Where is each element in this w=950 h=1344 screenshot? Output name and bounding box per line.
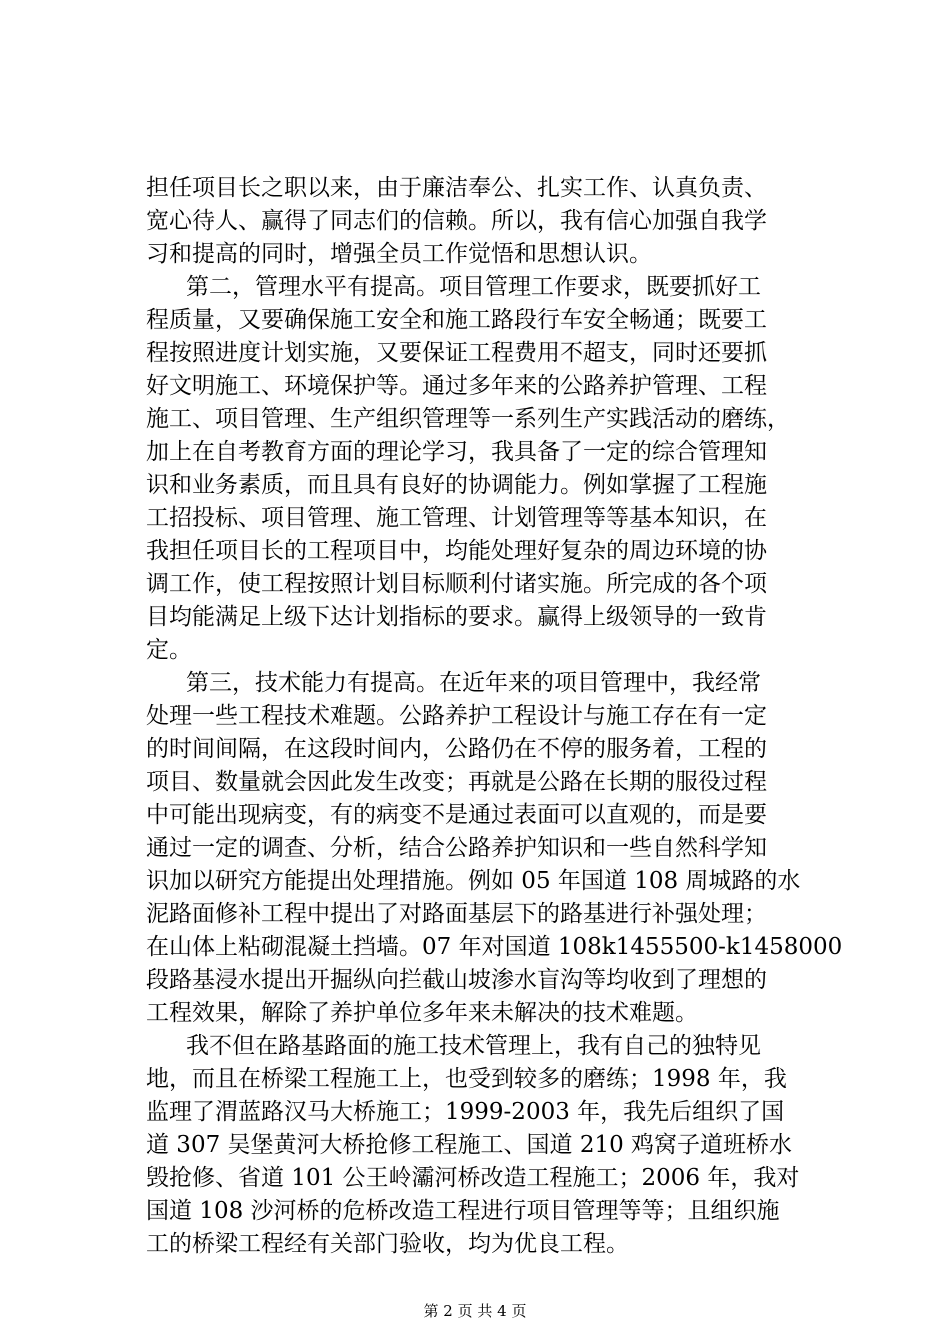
text-line: 加上在自考教育方面的理论学习，我具备了一定的综合管理知 [146,439,767,465]
text-line: 我担任项目长的工程项目中，均能处理好复杂的周边环境的协 [146,538,767,564]
paragraph-start-line: 第二，管理水平有提高。项目管理工作要求，既要抓好工 [186,274,761,300]
text-line: 通过一定的调查、分析，结合公路养护知识和一些自然科学知 [146,835,767,861]
text-line: 中可能出现病变，有的病变不是通过表面可以直观的，而是要 [146,802,767,828]
text-line: 程质量，又要确保施工安全和施工路段行车安全畅通；既要工 [146,307,767,333]
text-line: 的时间间隔，在这段时间内，公路仍在不停的服务着，工程的 [146,736,767,762]
text-line: 道 307 吴堡黄河大桥抢修工程施工、国道 210 鸡窝子道班桥水 [146,1132,793,1158]
text-line: 在山体上粘砌混凝土挡墙。07 年对国道 108k1455500-k1458000 [146,934,843,960]
text-line: 好文明施工、环境保护等。通过多年来的公路养护管理、工程 [146,373,767,399]
text-line: 定。 [146,637,192,663]
text-line: 处理一些工程技术难题。公路养护工程设计与施工存在有一定 [146,703,767,729]
text-line: 毁抢修、省道 101 公王岭灞河桥改造工程施工；2006 年，我对 [146,1165,800,1191]
text-line: 调工作，使工程按照计划目标顺利付诸实施。所完成的各个项 [146,571,767,597]
text-line: 工招投标、项目管理、施工管理、计划管理等等基本知识，在 [146,505,767,531]
text-line: 目均能满足上级下达计划指标的要求。赢得上级领导的一致肯 [146,604,767,630]
text-line: 习和提高的同时，增强全员工作觉悟和思想认识。 [146,241,652,267]
text-line: 国道 108 沙河桥的危桥改造工程进行项目管理等等；且组织施 [146,1198,780,1224]
text-line: 地，而且在桥梁工程施工上，也受到较多的磨练；1998 年，我 [146,1066,787,1092]
text-line: 担任项目长之职以来，由于廉洁奉公、扎实工作、认真负责、 [146,175,767,201]
text-line: 工的桥梁工程经有关部门验收，均为优良工程。 [146,1231,629,1257]
text-line: 识加以研究方能提出处理措施。例如 05 年国道 108 周城路的水 [146,868,801,894]
text-line: 工程效果，解除了养护单位多年来未解决的技术难题。 [146,1000,698,1026]
text-line: 识和业务素质，而且具有良好的协调能力。例如掌握了工程施 [146,472,767,498]
document-body [146,172,843,1261]
text-line: 监理了渭蓝路汉马大桥施工；1999-2003 年，我先后组织了国 [146,1099,785,1125]
text-line: 施工、项目管理、生产组织管理等一系列生产实践活动的磨练， [146,406,790,432]
paragraph-start-line: 第三，技术能力有提高。在近年来的项目管理中，我经常 [186,670,761,696]
text-line: 宽心待人、赢得了同志们的信赖。所以，我有信心加强自我学 [146,208,767,234]
text-line: 项目、数量就会因此发生改变；再就是公路在长期的服役过程 [146,769,767,795]
page-number-footer: 第 2 页 共 4 页 [423,1302,527,1320]
text-line: 程按照进度计划实施，又要保证工程费用不超支，同时还要抓 [146,340,767,366]
paragraph-start-line: 我不但在路基路面的施工技术管理上，我有自己的独特见 [186,1033,761,1059]
text-line: 段路基浸水提出开掘纵向拦截山坡渗水盲沟等均收到了理想的 [146,967,767,993]
text-line: 泥路面修补工程中提出了对路面基层下的路基进行补强处理； [146,901,767,927]
